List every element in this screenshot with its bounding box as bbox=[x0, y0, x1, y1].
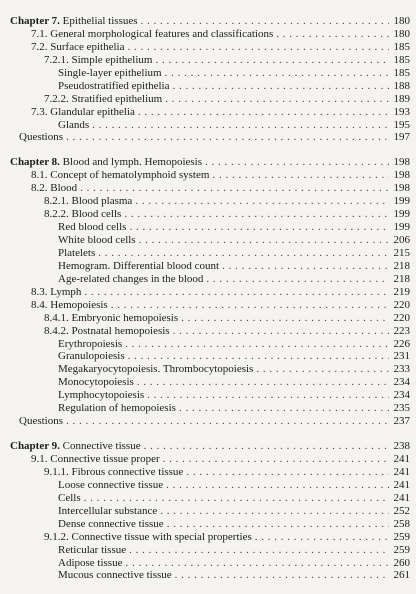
entry-title: Platelets bbox=[58, 246, 96, 259]
toc-entry[interactable] bbox=[10, 106, 410, 119]
entry-title: Loose connective tissue bbox=[58, 478, 164, 491]
entry-title: Adipose tissue bbox=[58, 556, 123, 569]
toc-entry[interactable] bbox=[10, 453, 410, 466]
toc-entry[interactable] bbox=[10, 531, 410, 544]
toc-entry[interactable] bbox=[10, 557, 410, 570]
page-number: 185 bbox=[393, 53, 410, 66]
dot-leader bbox=[137, 376, 389, 389]
entry-title: Intercellular substance bbox=[58, 504, 158, 517]
page-number: 233 bbox=[393, 363, 410, 376]
page-number: 199 bbox=[393, 208, 410, 221]
toc-entry[interactable] bbox=[10, 479, 410, 492]
dot-leader bbox=[256, 363, 389, 376]
chapter-heading[interactable] bbox=[10, 440, 410, 453]
entry-title: Dense connective tissue bbox=[58, 517, 164, 530]
toc-entry[interactable] bbox=[10, 54, 410, 67]
page-number: 195 bbox=[393, 118, 410, 131]
dot-leader bbox=[92, 119, 389, 132]
entry-title: Erythropoiesis bbox=[58, 337, 123, 350]
toc-entry[interactable] bbox=[10, 234, 410, 247]
entry-title: Lymphocytopoiesis bbox=[58, 389, 145, 402]
entry-title: 8.3. Lymph bbox=[31, 285, 82, 298]
entry-title: 8.1. Concept of hematolymphoid system bbox=[31, 169, 210, 182]
dot-leader bbox=[124, 208, 389, 221]
toc-entry[interactable] bbox=[10, 80, 410, 93]
entry-title: 7.2. Surface epithelia bbox=[31, 40, 125, 53]
page-number: 197 bbox=[393, 131, 410, 144]
page-number: 259 bbox=[393, 543, 410, 556]
toc-entry[interactable] bbox=[10, 338, 410, 351]
page-number: 241 bbox=[393, 453, 410, 465]
page-number: 234 bbox=[393, 376, 410, 389]
page-number: 198 bbox=[393, 182, 410, 195]
toc-entry[interactable] bbox=[10, 492, 410, 505]
page-number: 231 bbox=[393, 350, 410, 363]
page-number: 237 bbox=[393, 415, 410, 428]
entry-title: 7.3. Glandular epithelia bbox=[31, 105, 135, 118]
toc-entry[interactable] bbox=[10, 350, 410, 363]
page-number: 198 bbox=[393, 169, 410, 182]
page-number: 180 bbox=[393, 27, 410, 40]
dot-leader bbox=[175, 569, 389, 582]
page-number: 185 bbox=[393, 40, 410, 53]
page-number: 258 bbox=[393, 517, 410, 530]
page-number: 180 bbox=[393, 15, 410, 27]
page-number: 188 bbox=[393, 79, 410, 92]
dot-leader bbox=[165, 93, 389, 106]
toc-entry[interactable] bbox=[10, 260, 410, 273]
dot-leader bbox=[129, 221, 389, 234]
entry-title: Questions bbox=[19, 131, 63, 144]
page-number: 235 bbox=[393, 402, 410, 415]
page-number: 193 bbox=[393, 105, 410, 118]
dot-leader bbox=[147, 389, 389, 402]
entry-title: Regulation of hemopoiesis bbox=[58, 402, 176, 415]
toc-entry[interactable] bbox=[10, 273, 410, 286]
entry-title: 7.2.1. Simple epithelium bbox=[44, 53, 153, 66]
dot-leader bbox=[125, 557, 389, 570]
entry-title: 9.1.2. Connective tissue with special properties bbox=[44, 530, 252, 543]
dot-leader bbox=[125, 338, 389, 351]
entry-title: 9.1. Connective tissue proper bbox=[31, 453, 160, 465]
entry-title: 8.2.2. Blood cells bbox=[44, 208, 122, 221]
chapter-heading[interactable] bbox=[10, 156, 410, 169]
dot-leader bbox=[111, 299, 389, 312]
page-number: 215 bbox=[393, 246, 410, 259]
toc-entry[interactable] bbox=[10, 182, 410, 195]
entry-title: Monocytopoiesis bbox=[58, 376, 134, 389]
toc-entry[interactable] bbox=[10, 247, 410, 260]
dot-leader bbox=[160, 505, 389, 518]
dot-leader bbox=[144, 440, 389, 453]
entry-title: Megakaryocytopoiesis. Thrombocytopoiesis bbox=[58, 363, 254, 376]
toc-entry[interactable] bbox=[10, 67, 410, 80]
toc-entry[interactable] bbox=[10, 325, 410, 338]
toc-entry[interactable] bbox=[10, 312, 410, 325]
toc-entry[interactable] bbox=[10, 131, 410, 144]
toc-entry[interactable] bbox=[10, 415, 410, 428]
page-number: 234 bbox=[393, 389, 410, 402]
entry-title: 8.4.1. Embryonic hemopoiesis bbox=[44, 311, 179, 324]
toc-entry[interactable] bbox=[10, 28, 410, 41]
dot-leader bbox=[155, 54, 389, 67]
entry-title: 8.4. Hemopoiesis bbox=[31, 298, 108, 311]
entry-title: Pseudostratified epithelia bbox=[58, 79, 170, 92]
entry-title: Questions bbox=[19, 415, 63, 428]
toc-entry[interactable] bbox=[10, 376, 410, 389]
toc-entry[interactable] bbox=[10, 119, 410, 132]
dot-leader bbox=[165, 67, 389, 80]
dot-leader bbox=[181, 312, 389, 325]
entry-title: Hemogram. Differential blood count bbox=[58, 259, 220, 272]
entry-title: Age-related changes in the blood bbox=[58, 272, 204, 285]
page-number: 218 bbox=[393, 272, 410, 285]
chapter-number: Chapter 7. bbox=[10, 15, 60, 27]
entry-title: Reticular tissue bbox=[58, 543, 127, 556]
entry-title: White blood cells bbox=[58, 234, 136, 246]
entry-title: Single-layer epithelium bbox=[58, 66, 162, 79]
chapter-name: Connective tissue bbox=[59, 440, 141, 453]
dot-leader bbox=[179, 402, 389, 415]
dot-leader bbox=[255, 531, 389, 544]
entry-title: 7.1. General morphological features and classifications bbox=[31, 27, 274, 40]
page-number: 218 bbox=[393, 259, 410, 272]
dot-leader bbox=[84, 492, 389, 505]
dot-leader bbox=[138, 106, 389, 119]
dot-leader bbox=[127, 41, 389, 54]
dot-leader bbox=[173, 325, 389, 338]
toc-entry[interactable] bbox=[10, 518, 410, 531]
dot-leader bbox=[128, 350, 389, 363]
toc-entry[interactable] bbox=[10, 169, 410, 182]
dot-leader bbox=[139, 234, 389, 247]
dot-leader bbox=[205, 156, 389, 169]
dot-leader bbox=[98, 247, 389, 260]
dot-leader bbox=[186, 466, 389, 479]
chapter-heading[interactable] bbox=[10, 15, 410, 28]
toc-entry[interactable] bbox=[10, 93, 410, 106]
page-number: 226 bbox=[393, 337, 410, 350]
page-number: 185 bbox=[393, 66, 410, 79]
entry-title: 7.2.2. Stratified epithelium bbox=[44, 92, 163, 105]
chapter-gap bbox=[10, 144, 410, 156]
entry-title: Mucous connective tissue bbox=[58, 569, 172, 582]
toc-entry[interactable] bbox=[10, 299, 410, 312]
dot-leader bbox=[129, 544, 389, 557]
chapter-number: Chapter 8. bbox=[10, 156, 60, 169]
toc-entry[interactable] bbox=[10, 221, 410, 234]
chapter-gap bbox=[10, 428, 410, 440]
toc-entry[interactable] bbox=[10, 466, 410, 479]
entry-title: 8.2.1. Blood plasma bbox=[44, 195, 133, 208]
page-number: 241 bbox=[393, 478, 410, 491]
dot-leader bbox=[222, 260, 389, 273]
dot-leader bbox=[80, 182, 389, 195]
page-number: 238 bbox=[393, 440, 410, 453]
toc-entry[interactable] bbox=[10, 286, 410, 299]
dot-leader bbox=[206, 273, 389, 286]
entry-title: Granulopoiesis bbox=[58, 350, 125, 363]
entry-title: 9.1.1. Fibrous connective tissue bbox=[44, 465, 184, 478]
entry-title: Glands bbox=[58, 118, 90, 131]
table-of-contents bbox=[10, 15, 410, 582]
page-number: 199 bbox=[393, 221, 410, 234]
chapter-name: Blood and lymph. Hemopoiesis bbox=[59, 156, 202, 169]
entry-title: Red blood cells bbox=[58, 221, 127, 234]
entry-title: Cells bbox=[58, 491, 81, 504]
chapter-title bbox=[10, 15, 138, 28]
dot-leader bbox=[173, 80, 390, 93]
page-number: 260 bbox=[393, 556, 410, 569]
chapter-title bbox=[10, 156, 202, 169]
chapter-name: Epithelial tissues bbox=[59, 15, 138, 27]
dot-leader bbox=[167, 518, 389, 531]
page-number: 220 bbox=[393, 298, 410, 311]
dot-leader bbox=[141, 15, 389, 28]
page-number: 259 bbox=[393, 530, 410, 543]
chapter-title bbox=[10, 440, 141, 453]
page-number: 198 bbox=[393, 156, 410, 169]
toc-entry[interactable] bbox=[10, 195, 410, 208]
page-number: 220 bbox=[393, 311, 410, 324]
dot-leader bbox=[135, 195, 389, 208]
dot-leader bbox=[212, 169, 389, 182]
toc-entry[interactable] bbox=[10, 363, 410, 376]
entry-title: 8.2. Blood bbox=[31, 182, 78, 195]
entry-title: 8.4.2. Postnatal hemopoiesis bbox=[44, 324, 170, 337]
toc-entry[interactable] bbox=[10, 402, 410, 415]
toc-entry[interactable] bbox=[10, 389, 410, 402]
page-number: 241 bbox=[393, 465, 410, 478]
page-number: 223 bbox=[393, 324, 410, 337]
page-number: 241 bbox=[393, 491, 410, 504]
dot-leader bbox=[66, 415, 389, 428]
dot-leader bbox=[276, 28, 389, 41]
page-number: 206 bbox=[393, 234, 410, 246]
page-number: 189 bbox=[393, 92, 410, 105]
dot-leader bbox=[163, 453, 389, 466]
page-number: 199 bbox=[393, 195, 410, 208]
page-number: 252 bbox=[393, 504, 410, 517]
page-number: 261 bbox=[393, 569, 410, 582]
toc-entry[interactable] bbox=[10, 505, 410, 518]
toc-entry[interactable] bbox=[10, 208, 410, 221]
dot-leader bbox=[66, 131, 389, 144]
page-number: 219 bbox=[393, 285, 410, 298]
toc-entry[interactable] bbox=[10, 569, 410, 582]
chapter-number: Chapter 9. bbox=[10, 440, 60, 453]
dot-leader bbox=[84, 286, 389, 299]
toc-entry[interactable] bbox=[10, 544, 410, 557]
dot-leader bbox=[166, 479, 389, 492]
toc-entry[interactable] bbox=[10, 41, 410, 54]
